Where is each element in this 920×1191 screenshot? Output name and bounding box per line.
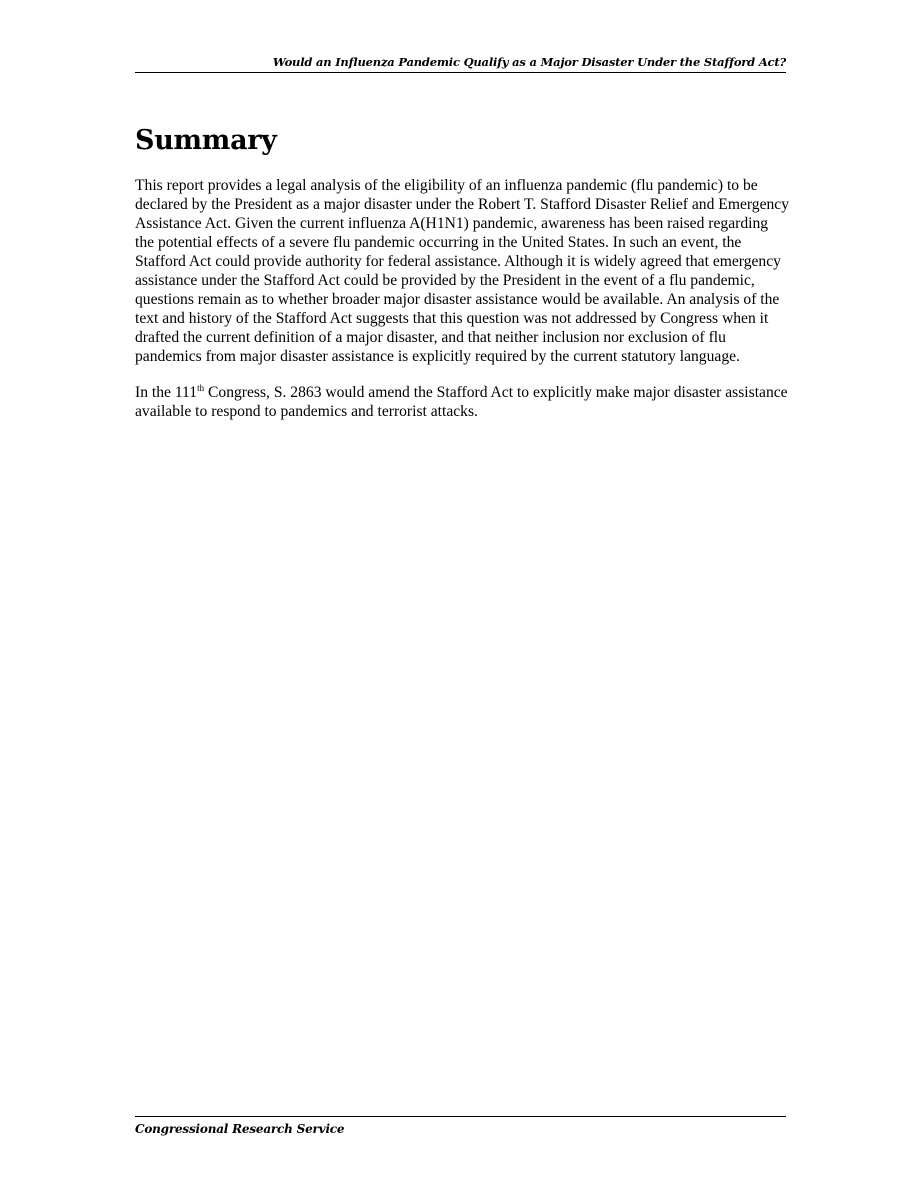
summary-paragraph-1: This report provides a legal analysis of the eligibility of an influenza pandemic (flu pandemic) to be declared by the President as a major disaster under the Robert T. Stafford Disaster Relief and Emergency Assistance Act. Given the current influenza A(H1N1) pandemic, awareness has been raised regarding the potential effects of a severe flu pandemic occurring in the United States. In such an event, the Stafford Act could provide authority for federal assistance. Although it is widely agreed that emergency assistance under the Stafford Act could be provided by the President in the event of a flu pandemic, questions remain as to whether broader major disaster assistance would be available. An analysis of the text and history of the Stafford Act suggests that this question was not addressed by Congress when it drafted the current definition of a major disaster, and that neither inclusion nor exclusion of flu pandemics from major disaster assistance is explicitly required by the current statutory language. [135,177,790,365]
paragraph-2-rest: Congress, S. 2863 would amend the Stafford Act to explicitly make major disaster assistance available to respond to pandemics and terrorist attacks. [135,384,788,420]
summary-paragraph-2 [135,383,790,421]
page-title: Summary [135,125,277,156]
summary-body [135,176,790,438]
paragraph-2-lead: In the 111 [135,384,198,401]
running-header: Would an Influenza Pandemic Qualify as a Major Disaster Under the Stafford Act? [135,55,786,73]
page-footer: Congressional Research Service [135,1116,786,1137]
ordinal-superscript: th [197,383,205,393]
